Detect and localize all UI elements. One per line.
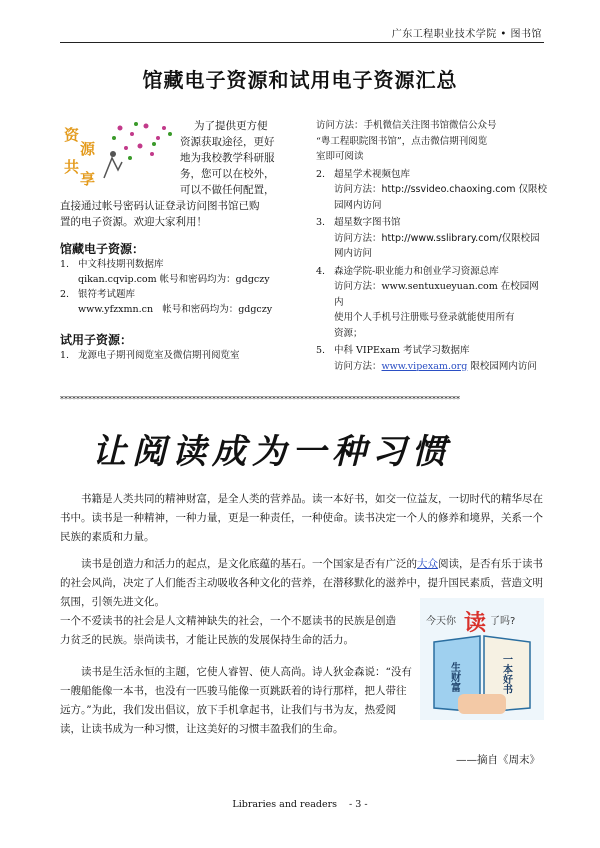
page-footer: Libraries and readers - 3 - — [232, 799, 368, 810]
svg-text:享: 享 — [80, 170, 96, 186]
trial-item-3-num: 3. — [316, 217, 326, 228]
para2-part-a: 读书是创造力和活力的起点，是文化底蕴的基石。一个国家是否有广泛的 — [81, 558, 417, 570]
intro-line-3: 地为我校教学科研服 — [180, 152, 275, 164]
owned-item-2-num: 2. — [60, 289, 70, 300]
header-rule — [60, 42, 544, 43]
left-column — [60, 118, 290, 363]
para2-part-c: 一个不爱读书的社会是人文精神缺失的社会，一个不愿读书的民族是创造力贫乏的民族。崇尚读书，才能让民族的发展保持生命的活力。 — [60, 615, 396, 646]
trial-item-1-name: 龙源电子期刊阅览室及微信期刊阅览室 — [78, 350, 240, 361]
svg-text:源: 源 — [80, 140, 96, 158]
trial-item-4-method[interactable]: 访问方法：www.sentuxueyuan.com 在校园网内 — [334, 281, 539, 308]
svg-text:资: 资 — [64, 126, 80, 144]
owned-resources-heading: 馆藏电子资源： — [60, 242, 145, 256]
intro-line-4: 务，您可以在校外， — [180, 168, 275, 180]
trial-item-4-method-cont2: 资源； — [334, 327, 363, 339]
para2-part-b: 阅读，是否有乐于读书的社会风尚，决定了人们能否主动吸收各种文化的营养，在潜移默化的滋养中，提升国民素质，营造文明氛围，引领先进文化。 — [60, 558, 543, 608]
book-left-text: 生财富 — [448, 662, 460, 692]
intro — [60, 118, 290, 238]
trial-item-3-method[interactable]: 访问方法：http://www.sslibrary.com/仅限校园 — [334, 232, 540, 244]
trial-item-5-name: 中科 VIPExam 考试学习数据库 — [334, 345, 470, 356]
article-paragraph-3: 读书是生活永恒的主题，它使人睿智、使人高尚。诗人狄金森说：“没有一艘船能像一本书，也没有一匹骏马能像一页跳跃着的诗行那样，把人带往远方。”为此，我们发出倡议，放下手机拿起书，让我们与书为友，热爱阅读，让读书成为一种习惯，让这美好的习惯丰盈我们的生命。 — [60, 666, 412, 735]
intro-line-5: 可以不做任何配置， — [180, 184, 275, 196]
trial-item-4-name: 森途学院-职业能力和创业学习资源总库 — [334, 265, 499, 277]
owned-item-1-num: 1. — [60, 259, 70, 270]
owned-item-1 — [60, 257, 290, 287]
trial-item-2-name: 超星学术视频包库 — [334, 168, 411, 180]
trial-item-3-name: 超星数字图书馆 — [334, 217, 401, 228]
trial-item-2-method-cont: 园网内访问 — [334, 199, 382, 211]
trial-cont-line-1: 访问方法：手机微信关注图书馆微信公众号 — [316, 120, 497, 131]
header-text: 广东工程职业技术学院 • 图书馆 — [391, 29, 542, 40]
trial-item-1-continued — [316, 118, 548, 165]
article-title: 让阅读成为一种习惯 — [92, 432, 452, 472]
trial-item-1 — [60, 348, 290, 363]
asterisk-divider: **************************************************************************************************** — [60, 396, 460, 404]
owned-item-2-name: 银符考试题库 — [78, 289, 136, 300]
article-paragraph-1: 书籍是人类共同的精神财富，是全人类的营养品。读一本好书，如交一位益友，一切时代的精华尽在书中。读书是一种精神，一种力量，更是一种责任，一种使命。读书决定一个人的修养和境界，关系一个民族的素质和力量。 — [60, 493, 543, 543]
article-attribution: ——摘自《周末》 — [456, 754, 540, 766]
trial-item-5 — [316, 343, 548, 374]
intro-line-7: 置的电子资源。欢迎大家利用！ — [60, 216, 207, 228]
right-column — [316, 118, 548, 374]
intro-line-6: 直接通过帐号密码认证登录访问图书馆已购 — [60, 200, 260, 212]
dazhong-link[interactable]: 大众 — [417, 558, 438, 570]
trial-item-4-num: 4. — [316, 265, 326, 277]
trial-cont-line-2: “粤工程职院图书馆”，点击微信期刊阅览 — [316, 135, 488, 147]
owned-item-2-credentials: 帐号和密码均为：gdgczy — [162, 304, 273, 315]
hands-shape — [458, 694, 506, 714]
trial-cont-line-3: 室即可阅读 — [316, 151, 364, 162]
illus-caption-c: 了吗? — [490, 616, 516, 627]
trial-resources-heading: 试用子资源： — [60, 333, 133, 347]
trial-item-3 — [316, 215, 548, 262]
book-right-text: 一本好书 — [500, 654, 512, 694]
trial-item-4 — [316, 264, 548, 342]
owned-item-1-credentials: 帐号和密码均为：gdgczy — [159, 274, 270, 285]
reading-illustration — [420, 598, 544, 720]
trial-item-5-method-rest: 限校园网内访问 — [470, 360, 537, 372]
trial-item-4-method-cont1: 使用个人手机号注册账号登录就能使用所有 — [334, 312, 515, 323]
intro-line-1: 为了提供更方便 — [194, 120, 268, 132]
illus-caption-a: 今天你 — [426, 616, 456, 627]
owned-item-2-url[interactable]: www.yfzxmn.cn — [78, 304, 154, 315]
intro-line-2: 资源获取途径，更好 — [180, 136, 275, 148]
trial-item-5-num: 5. — [316, 345, 326, 356]
trial-item-1-num: 1. — [60, 350, 70, 361]
trial-item-5-method-label: 访问方法： — [334, 360, 382, 372]
resource-sharing-logo — [60, 118, 178, 186]
owned-item-1-name: 中文科技期刊数据库 — [78, 259, 164, 270]
owned-item-2 — [60, 287, 290, 317]
trial-item-2-method[interactable]: 访问方法：http://ssvideo.chaoxing.com 仅限校 — [334, 184, 548, 195]
illus-caption-b: 读 — [464, 611, 487, 636]
vipexam-link[interactable]: www.vipexam.org — [381, 360, 468, 372]
trial-item-2 — [316, 167, 548, 214]
trial-item-3-method-cont: 网内访问 — [334, 248, 373, 259]
owned-item-1-url[interactable]: qikan.cqvip.com — [78, 274, 157, 285]
svg-text:共: 共 — [64, 158, 80, 176]
main-title: 馆藏电子资源和试用电子资源汇总 — [142, 68, 458, 92]
trial-item-2-num: 2. — [316, 168, 326, 180]
